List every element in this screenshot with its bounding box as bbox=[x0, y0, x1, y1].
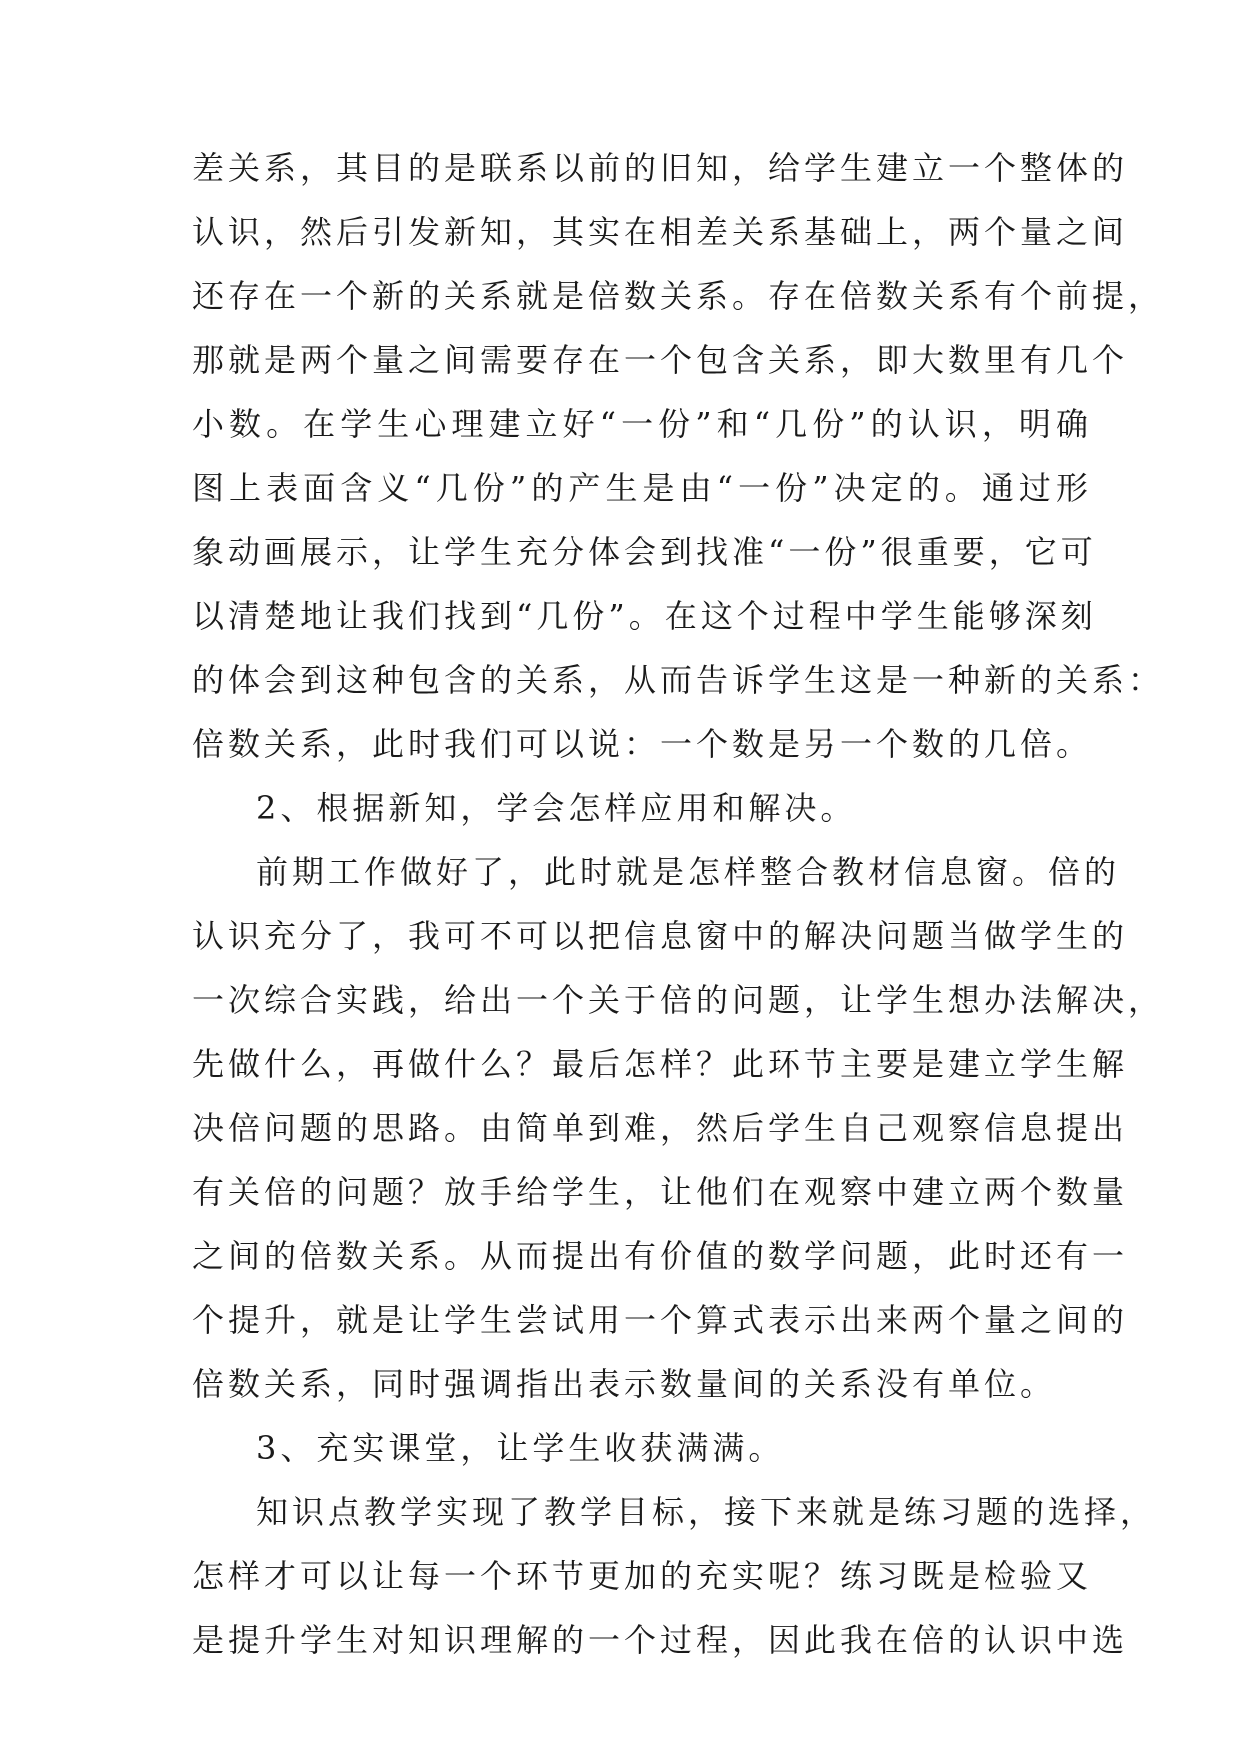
text-line: 怎样才可以让每一个环节更加的充实呢？练习既是检验又 bbox=[192, 1557, 1093, 1595]
text-line: 一次综合实践，给出一个关于倍的问题，让学生想办法解决， bbox=[192, 981, 1165, 1019]
text-line: 先做什么，再做什么？最后怎样？此环节主要是建立学生解 bbox=[192, 1045, 1129, 1083]
text-line: 倍数关系，此时我们可以说：一个数是另一个数的几倍。 bbox=[192, 725, 1093, 763]
text-line: 知识点教学实现了教学目标，接下来就是练习题的选择， bbox=[256, 1493, 1157, 1531]
text-line: 个提升，就是让学生尝试用一个算式表示出来两个量之间的 bbox=[192, 1301, 1129, 1339]
text-line: 之间的倍数关系。从而提出有价值的数学问题，此时还有一 bbox=[192, 1237, 1129, 1275]
text-line: 还存在一个新的关系就是倍数关系。存在倍数关系有个前提， bbox=[192, 277, 1165, 315]
text-line: 倍数关系，同时强调指出表示数量间的关系没有单位。 bbox=[192, 1365, 1057, 1403]
text-line: 认识充分了，我可不可以把信息窗中的解决问题当做学生的 bbox=[192, 917, 1129, 955]
text-line: 前期工作做好了，此时就是怎样整合教材信息窗。倍的 bbox=[256, 853, 1121, 891]
text-line: 是提升学生对知识理解的一个过程，因此我在倍的认识中选 bbox=[192, 1621, 1129, 1659]
text-line: 图上表面含义“几份”的产生是由“一份”决定的。通过形 bbox=[192, 469, 1092, 507]
text-line: 认识，然后引发新知，其实在相差关系基础上，两个量之间 bbox=[192, 213, 1129, 251]
text-line: 的体会到这种包含的关系，从而告诉学生这是一种新的关系： bbox=[192, 661, 1165, 699]
text-line: 有关倍的问题？放手给学生，让他们在观察中建立两个数量 bbox=[192, 1173, 1129, 1211]
text-line: 差关系，其目的是联系以前的旧知，给学生建立一个整体的 bbox=[192, 149, 1129, 187]
section-heading: 2、根据新知，学会怎样应用和解决。 bbox=[256, 789, 857, 827]
text-line: 决倍问题的思路。由简单到难，然后学生自己观察信息提出 bbox=[192, 1109, 1129, 1147]
section-heading: 3、充实课堂，让学生收获满满。 bbox=[256, 1429, 785, 1467]
text-line: 那就是两个量之间需要存在一个包含关系，即大数里有几个 bbox=[192, 341, 1129, 379]
text-line: 小数。在学生心理建立好“一份”和“几份”的认识，明确 bbox=[192, 405, 1092, 443]
text-line: 象动画展示，让学生充分体会到找准“一份”很重要，它可 bbox=[192, 533, 1097, 571]
text-line: 以清楚地让我们找到“几份”。在这个过程中学生能够深刻 bbox=[192, 597, 1097, 635]
